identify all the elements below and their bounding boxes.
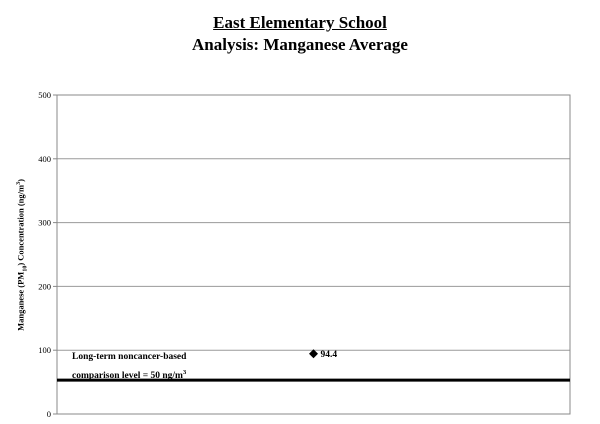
reference-line-label-line1: Long-term noncancer-based bbox=[72, 352, 187, 362]
y-tick-label: 200 bbox=[38, 281, 51, 292]
y-axis-label-sup: 3 bbox=[15, 181, 22, 185]
chart-title: East Elementary School bbox=[213, 13, 387, 32]
y-axis-label-prefix: Manganese (PM bbox=[15, 271, 26, 331]
reference-line-label bbox=[72, 350, 186, 384]
reference-line-label-line2-text: comparison level = 50 ng/m bbox=[72, 371, 183, 382]
data-point-label: 94.4 bbox=[320, 349, 338, 360]
y-axis-label-middle: ) Concentration (ng/m bbox=[15, 184, 26, 266]
data-points bbox=[309, 349, 337, 360]
y-tick-label: 400 bbox=[38, 153, 51, 164]
gridlines bbox=[57, 159, 570, 350]
y-tick-label: 300 bbox=[38, 217, 51, 228]
reference-line-label-line2 bbox=[72, 365, 186, 384]
y-axis-label-sub: 10 bbox=[22, 265, 29, 272]
y-tick-label: 0 bbox=[46, 409, 51, 419]
y-tick-label: 100 bbox=[38, 345, 51, 356]
y-axis-label-suffix: ) bbox=[15, 179, 26, 182]
y-tick-labels bbox=[38, 90, 57, 419]
chart-subtitle: Analysis: Manganese Average bbox=[192, 35, 408, 54]
y-tick-label: 500 bbox=[38, 90, 51, 100]
reference-line-label-line2-sup: 3 bbox=[182, 369, 187, 376]
